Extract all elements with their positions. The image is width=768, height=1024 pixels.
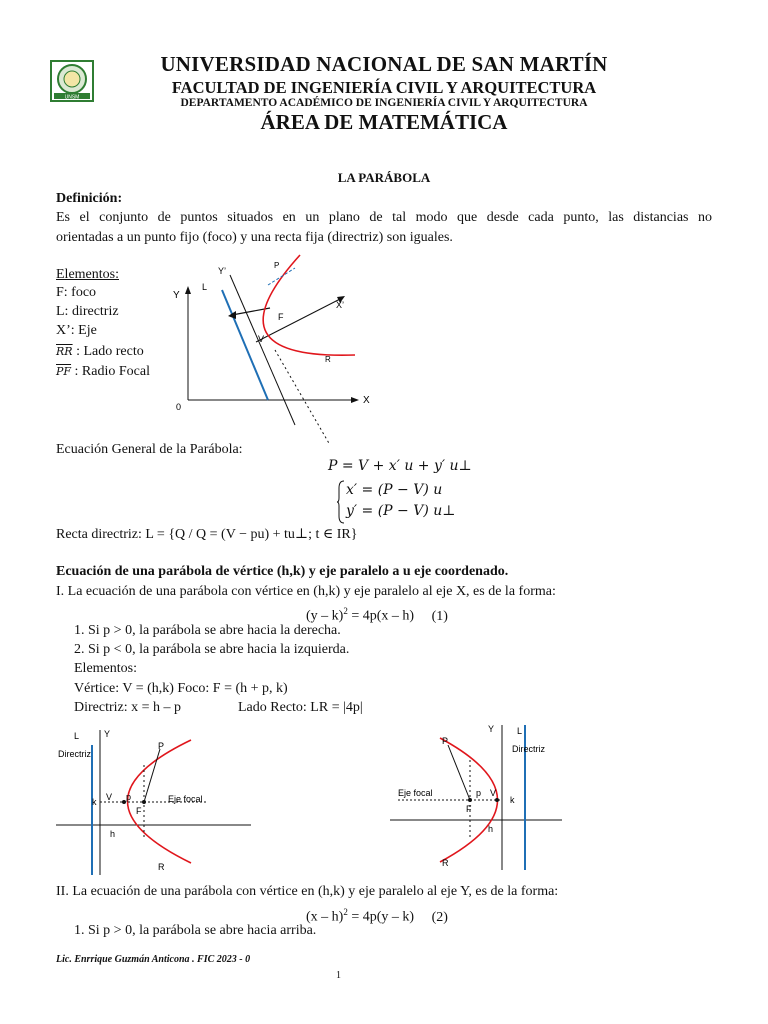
equation-2-lhs: (x – h) bbox=[306, 909, 344, 925]
department-name: DEPARTAMENTO ACADÉMICO DE INGENIERÍA CIVIL Y ARQUITECTURA bbox=[180, 97, 588, 109]
y-axis-arrow bbox=[185, 286, 191, 294]
fig1-y-prime-line bbox=[230, 275, 295, 425]
case-i-item-2: 2. Si p < 0, la parábola se abre hacia la izquierda. bbox=[74, 642, 350, 657]
definition-line-2: orientadas a un punto fijo (foco) y una recta fija (directriz) son iguales. bbox=[56, 230, 453, 245]
fig2-eje-label: Eje focal bbox=[168, 794, 203, 804]
case-i-elements: Elementos: bbox=[74, 661, 137, 676]
fig3-directriz-label: Directriz bbox=[512, 744, 545, 754]
definition-heading: Definición: bbox=[56, 191, 123, 206]
parabola-rotated-figure bbox=[160, 250, 390, 450]
fig1-origin-label: 0 bbox=[176, 402, 182, 412]
fig1-v-label: V bbox=[258, 334, 265, 344]
fig2-h-label: h bbox=[110, 829, 116, 839]
fig1-yp-label: Y’ bbox=[218, 266, 227, 276]
fig2-r-label: R bbox=[158, 862, 165, 872]
faculty-name: FACULTAD DE INGENIERÍA CIVIL Y ARQUITECTURA bbox=[171, 78, 597, 97]
footer-author: Lic. Enrrique Guzmán Anticona . FIC 2023 - 0 bbox=[56, 954, 251, 965]
fig3-f-label: F bbox=[466, 804, 472, 814]
fig2-l-label: L bbox=[74, 731, 80, 741]
fig3-l-label: L bbox=[517, 726, 523, 736]
fig2-focal-radius bbox=[144, 749, 160, 802]
page-number: 1 bbox=[336, 970, 341, 981]
fig3-eje-label: Eje focal bbox=[398, 788, 433, 798]
directriz-set-equation: Recta directriz: L = {Q / Q = (V − pu) + tu⊥; t ∈ IR} bbox=[56, 527, 358, 542]
definition-line-1: Es el conjunto de puntos situados en un plano de tal modo que desde cada punto, las distancias no bbox=[56, 210, 712, 225]
fig3-vertex-point bbox=[495, 798, 499, 802]
general-equation-1: P = V + x′ u + y′ u⊥ bbox=[328, 458, 472, 474]
case-i-lado-recto: Lado Recto: LR = |4p| bbox=[238, 700, 363, 715]
equation-1-lhs: (y – k) bbox=[306, 608, 344, 624]
element-axis: X’: Eje bbox=[56, 323, 97, 338]
case-i-item-1: 1. Si p > 0, la parábola se abre hacia la derecha. bbox=[74, 623, 341, 638]
logo-text: UNSM bbox=[64, 94, 80, 101]
general-equation-2: x′ = (P − V) u bbox=[346, 482, 443, 498]
fig3-r-label: R bbox=[442, 858, 449, 868]
case-ii-text: II. La ecuación de una parábola con vértice en (h,k) y eje paralelo al eje Y, es de la forma: bbox=[56, 884, 559, 899]
fig2-p-label: p bbox=[126, 792, 132, 802]
fig1-y-label: Y bbox=[173, 290, 180, 301]
system-brace bbox=[336, 480, 346, 524]
element-latus-rectum bbox=[56, 342, 144, 362]
fig1-directrix-line bbox=[222, 290, 268, 400]
fig2-y-label: Y bbox=[104, 729, 111, 739]
case-ii-item-1: 1. Si p > 0, la parábola se abre hacia arriba. bbox=[74, 923, 317, 938]
radius-label: : Radio Focal bbox=[74, 364, 150, 379]
fig2-p-point-label: P bbox=[158, 741, 165, 751]
fig3-h-label: h bbox=[488, 824, 494, 834]
case-i-vertex-focus: Vértice: V = (h,k) Foco: F = (h + p, k) bbox=[74, 681, 288, 696]
fig2-f-label: F bbox=[136, 806, 142, 816]
equation-1-rhs: = 4p(x – h) bbox=[347, 608, 415, 624]
equation-2-exponent: 2 bbox=[343, 907, 348, 917]
equation-1-number: (1) bbox=[431, 608, 448, 624]
parabola-left-figure bbox=[390, 720, 570, 880]
fig3-focal-radius bbox=[448, 745, 470, 800]
radius-symbol: $\overline{PF}$ bbox=[56, 365, 72, 378]
area-name: ÁREA DE MATEMÁTICA bbox=[260, 110, 508, 134]
case-i-directriz: Directriz: x = h – p bbox=[74, 700, 182, 715]
fig1-r-label: R bbox=[325, 355, 331, 364]
equation-1-exponent: 2 bbox=[343, 606, 348, 616]
equation-2-rhs: = 4p(y – k) bbox=[347, 909, 415, 925]
equation-2 bbox=[306, 902, 448, 928]
fig3-k-label: k bbox=[510, 795, 515, 805]
fig1-p-label: P bbox=[274, 261, 280, 270]
fig2-k-label: k bbox=[92, 797, 97, 807]
case-i-text: I. La ecuación de una parábola con vértice en (h,k) y eje paralelo al eje X, es de la forma: bbox=[56, 584, 556, 599]
fig1-focal-radius bbox=[268, 268, 295, 285]
page-title: LA PARÁBOLA bbox=[337, 170, 431, 185]
x-axis-arrow bbox=[351, 397, 359, 403]
fig1-xp-label: X’ bbox=[336, 300, 345, 310]
fig3-p-point-label: P bbox=[442, 736, 449, 746]
fig1-x-label: X bbox=[363, 395, 370, 406]
fig1-l-label: L bbox=[202, 282, 208, 292]
fig3-p-label: p bbox=[476, 788, 482, 798]
equation-2-number: (2) bbox=[431, 909, 448, 925]
element-directrix: L: directriz bbox=[56, 304, 119, 319]
fig2-v-label: V bbox=[106, 792, 113, 802]
parabola-right-figure bbox=[56, 725, 256, 885]
latus-symbol: $\overline{RR}$ bbox=[56, 345, 73, 358]
fig3-y-label: Y bbox=[488, 724, 495, 734]
university-name: UNIVERSIDAD NACIONAL DE SAN MARTÍN bbox=[160, 52, 608, 76]
element-focus: F: foco bbox=[56, 285, 97, 300]
general-equation-label: Ecuación General de la Parábola: bbox=[56, 442, 243, 457]
general-equation-3: y′ = (P − V) u⊥ bbox=[346, 503, 456, 519]
fig1-f-label: F bbox=[278, 312, 284, 322]
latus-label: : Lado recto bbox=[76, 344, 144, 359]
elements-heading: Elementos: bbox=[56, 267, 119, 282]
fig3-v-label: V bbox=[490, 788, 497, 798]
fig2-directriz-label: Directriz bbox=[58, 749, 91, 759]
element-focal-radius bbox=[56, 362, 150, 382]
section-heading: Ecuación de una parábola de vértice (h,k) y eje paralelo a u eje coordenado. bbox=[56, 564, 509, 579]
